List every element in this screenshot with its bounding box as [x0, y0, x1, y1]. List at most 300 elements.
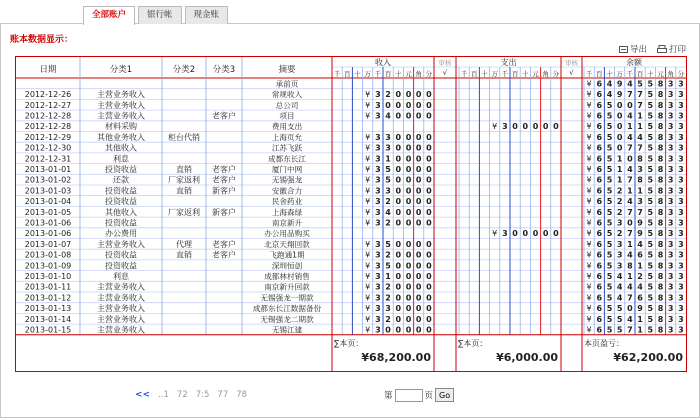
amount-digit: 3	[375, 314, 381, 324]
amount-digit: 5	[647, 111, 654, 121]
amount-digit: 3	[375, 250, 381, 260]
amount-digit: 0	[512, 122, 518, 132]
amount-digit: 2	[385, 250, 391, 260]
amount-digit: 0	[415, 250, 422, 260]
amount-digit: 7	[627, 229, 633, 239]
amount-digit: 0	[415, 186, 422, 196]
amount-digit: 8	[657, 111, 664, 121]
amount-digit: 8	[657, 250, 664, 260]
amount-digit: ¥	[586, 304, 592, 314]
row-date: 2012-12-29	[24, 132, 72, 142]
amount-digit: 0	[426, 207, 432, 217]
amount-digit: 8	[657, 207, 664, 217]
amount-digit: ¥	[586, 79, 592, 89]
digit-header: 十	[647, 70, 654, 78]
amount-digit: ¥	[586, 272, 592, 281]
amount-digit: ¥	[586, 165, 592, 174]
page-jump	[384, 388, 454, 402]
amount-digit: 5	[606, 218, 613, 228]
header-audit: 审核	[438, 59, 452, 67]
toolbar	[619, 43, 686, 55]
amount-digit: 4	[627, 79, 633, 89]
amount-digit: 2	[616, 197, 623, 207]
digit-header: 百	[384, 70, 392, 78]
amount-digit: 0	[395, 111, 402, 121]
amount-digit: 3	[502, 229, 508, 239]
amount-digit: ¥	[365, 239, 371, 249]
row-summary: 江苏飞跃	[271, 143, 303, 153]
amount-digit: 0	[395, 293, 402, 303]
row-summary: 成都林村销售	[264, 272, 310, 281]
row-cat3: 老客户	[212, 250, 236, 260]
amount-digit: 7	[627, 90, 633, 100]
amount-digit: 6	[596, 314, 603, 324]
row-date: 2013-01-13	[24, 304, 72, 314]
amount-digit: 5	[616, 325, 623, 335]
amount-digit: 1	[627, 186, 633, 196]
amount-digit: 9	[637, 304, 643, 314]
amount-digit: 4	[606, 79, 613, 89]
amount-digit: 3	[375, 186, 381, 196]
amount-digit: 3	[678, 132, 684, 142]
amount-digit: 0	[405, 111, 412, 121]
amount-digit: ¥	[586, 207, 592, 217]
digit-header: 百	[636, 70, 644, 78]
amount-digit: 5	[647, 186, 654, 196]
amount-digit: 3	[667, 272, 674, 281]
amount-digit: 0	[405, 261, 412, 271]
amount-digit: 1	[637, 314, 643, 324]
print-button[interactable]	[657, 43, 686, 55]
amount-digit: 8	[657, 293, 664, 303]
amount-digit: 4	[627, 197, 633, 207]
digit-header: 千	[501, 70, 509, 78]
amount-digit: 3	[667, 229, 674, 239]
amount-digit: 0	[395, 197, 402, 207]
row-cat1: 投资收益	[105, 218, 137, 228]
row-summary: 上海森绿	[271, 207, 303, 217]
page-jump-suffix: 页	[424, 391, 434, 401]
digit-header: 千	[333, 70, 341, 78]
amount-digit: 5	[647, 132, 654, 142]
amount-digit: 3	[667, 122, 674, 132]
amount-digit: 3	[678, 143, 684, 153]
row-cat2: 直销	[176, 186, 192, 196]
amount-digit: 0	[426, 239, 432, 249]
amount-digit: 0	[395, 282, 402, 292]
amount-digit: 0	[426, 325, 432, 335]
amount-digit: 0	[395, 143, 402, 153]
amount-digit: 0	[395, 218, 402, 228]
print-label: 打印	[668, 45, 686, 55]
page-link[interactable]: 72	[176, 390, 188, 400]
amount-digit: 6	[596, 79, 603, 89]
amount-digit: 8	[657, 282, 664, 292]
header-date: 日期	[39, 65, 57, 75]
amount-digit: 0	[522, 122, 529, 132]
amount-digit: 0	[415, 90, 422, 100]
amount-digit: 0	[426, 272, 432, 281]
amount-digit: 0	[616, 143, 623, 153]
amount-digit: 3	[667, 165, 674, 174]
amount-digit: 8	[657, 132, 664, 142]
row-summary: 飞跑通1期	[269, 250, 305, 260]
amount-digit: 8	[657, 90, 664, 100]
amount-digit: 0	[415, 175, 422, 185]
amount-digit: 2	[385, 218, 391, 228]
digit-header: 万	[616, 70, 623, 78]
export-button[interactable]	[619, 43, 647, 55]
amount-digit: 1	[616, 165, 623, 174]
amount-digit: 5	[647, 100, 654, 110]
amount-digit: 0	[395, 207, 402, 217]
amount-digit: 0	[512, 229, 518, 239]
amount-digit: 5	[606, 325, 613, 335]
amount-digit: 3	[678, 250, 684, 260]
page-link[interactable]: 77	[217, 390, 229, 400]
amount-digit: 0	[542, 229, 549, 239]
footer-expense-label: ∑本页：	[458, 338, 488, 348]
row-cat1: 主营业务收入	[97, 90, 145, 100]
amount-digit: 0	[405, 304, 412, 314]
amount-digit: 4	[627, 314, 633, 324]
amount-digit: 6	[637, 293, 643, 303]
amount-digit: 0	[415, 272, 422, 281]
amount-digit: ¥	[365, 143, 371, 153]
amount-digit: ¥	[365, 261, 371, 271]
amount-digit: 5	[647, 197, 654, 207]
amount-digit: 0	[405, 90, 412, 100]
amount-digit: 0	[415, 261, 422, 271]
amount-digit: 1	[637, 111, 643, 121]
row-summary: 无锡强龙一期款	[260, 293, 314, 303]
amount-digit: 9	[616, 79, 623, 89]
amount-digit: ¥	[586, 132, 592, 142]
row-date: 2013-01-11	[24, 282, 72, 292]
amount-digit: 8	[627, 261, 633, 271]
amount-digit: 3	[375, 132, 381, 142]
row-date: 2013-01-09	[24, 261, 72, 271]
row-summary: 成都东长江数据备份	[252, 304, 322, 314]
amount-digit: 5	[647, 239, 654, 249]
amount-digit: 2	[385, 197, 391, 207]
amount-digit: 4	[616, 282, 623, 292]
amount-digit: ¥	[492, 122, 498, 132]
row-summary: 无锡江建	[271, 325, 303, 335]
row-date: 2013-01-06	[24, 218, 72, 228]
ledger-table	[15, 56, 687, 372]
amount-digit: 5	[647, 218, 654, 228]
page-link[interactable]: ..1	[158, 390, 169, 400]
amount-digit: 3	[678, 79, 684, 89]
amount-digit: 6	[596, 207, 603, 217]
amount-digit: ¥	[586, 261, 592, 271]
amount-digit: 6	[596, 143, 603, 153]
amount-digit: 5	[606, 293, 613, 303]
amount-digit: ¥	[586, 90, 592, 100]
row-date: 2013-01-05	[24, 207, 72, 217]
row-cat1: 主营业务收入	[97, 111, 145, 121]
amount-digit: 5	[647, 79, 654, 89]
row-summary: 无锡强龙	[271, 175, 303, 185]
row-summary: 南京新升	[271, 218, 303, 228]
row-summary: 厦门中网	[271, 165, 303, 174]
row-cat1: 主营业务收入	[97, 239, 145, 249]
amount-digit: 0	[415, 314, 422, 324]
row-cat1: 材料采购	[105, 122, 137, 132]
amount-digit: ¥	[586, 325, 592, 335]
header-cat3: 分类3	[212, 65, 236, 75]
header-summary: 摘要	[278, 65, 296, 75]
go-button[interactable]: Go	[435, 388, 454, 402]
row-summary: 承前页	[275, 79, 299, 89]
tab-cash-account[interactable]: 现金账	[185, 6, 229, 24]
amount-digit: 5	[647, 261, 654, 271]
amount-digit: ¥	[365, 325, 371, 335]
amount-digit: 3	[667, 100, 674, 110]
amount-digit: 5	[616, 304, 623, 314]
amount-digit: 0	[415, 293, 422, 303]
row-cat2: 厂家返利	[168, 175, 200, 185]
amount-digit: 3	[667, 314, 674, 324]
row-date: 2013-01-02	[24, 175, 72, 185]
row-cat2: 厂家返利	[168, 207, 200, 217]
amount-digit: ¥	[365, 90, 371, 100]
amount-digit: 3	[678, 325, 684, 335]
amount-digit: 0	[415, 304, 422, 314]
amount-digit: 3	[375, 207, 381, 217]
amount-digit: 8	[657, 261, 664, 271]
row-date: 2013-01-14	[24, 314, 72, 324]
amount-digit: 6	[596, 122, 603, 132]
amount-digit: ¥	[365, 218, 371, 228]
amount-digit: 5	[606, 207, 613, 217]
amount-digit: ¥	[586, 186, 592, 196]
amount-digit: ¥	[492, 229, 498, 239]
amount-digit: 0	[415, 100, 422, 110]
amount-digit: 3	[678, 111, 684, 121]
amount-digit: 0	[395, 100, 402, 110]
amount-digit: 6	[596, 197, 603, 207]
amount-digit: 0	[426, 218, 432, 228]
amount-digit: 1	[637, 325, 643, 335]
amount-digit: 0	[616, 132, 623, 142]
amount-digit: 0	[405, 175, 412, 185]
amount-digit: 5	[647, 293, 654, 303]
amount-digit: 5	[637, 79, 643, 89]
amount-digit: 8	[657, 122, 664, 132]
amount-digit: 6	[596, 90, 603, 100]
amount-digit: 1	[637, 261, 643, 271]
amount-digit: 0	[426, 90, 432, 100]
amount-digit: 0	[415, 207, 422, 217]
amount-digit: 3	[375, 175, 381, 185]
amount-digit: 4	[385, 207, 391, 217]
digit-header: 十	[395, 70, 402, 78]
amount-digit: 5	[647, 143, 654, 153]
amount-digit: 1	[627, 239, 633, 249]
amount-digit: ¥	[586, 143, 592, 153]
amount-digit: 5	[385, 175, 391, 185]
row-summary: 成都东长江	[268, 154, 306, 164]
amount-digit: 8	[657, 175, 664, 185]
amount-digit: 0	[426, 154, 432, 164]
digit-header: 元	[657, 70, 664, 78]
amount-digit: 0	[522, 229, 529, 239]
row-cat1: 主营业务收入	[97, 100, 145, 110]
row-cat1: 利息	[113, 154, 129, 164]
amount-digit: 5	[606, 154, 613, 164]
row-date: 2013-01-08	[24, 250, 72, 260]
digit-header: 万	[364, 70, 371, 78]
amount-digit: 1	[385, 154, 391, 164]
amount-digit: 0	[426, 304, 432, 314]
amount-digit: 0	[405, 325, 412, 335]
amount-digit: 9	[616, 90, 623, 100]
amount-digit: 3	[375, 218, 381, 228]
row-date: 2013-01-15	[24, 325, 72, 335]
amount-digit: 2	[637, 272, 643, 281]
amount-digit: 3	[375, 282, 381, 292]
digit-header: 十	[354, 70, 361, 78]
amount-digit: 8	[657, 143, 664, 153]
amount-digit: 3	[678, 165, 684, 174]
amount-digit: 2	[616, 186, 623, 196]
amount-digit: 0	[405, 165, 412, 174]
amount-digit: 8	[657, 165, 664, 174]
amount-digit: 3	[667, 293, 674, 303]
amount-digit: 5	[647, 314, 654, 324]
amount-digit: 3	[678, 239, 684, 249]
amount-digit: 4	[637, 282, 643, 292]
amount-digit: 0	[415, 218, 422, 228]
amount-digit: ¥	[586, 197, 592, 207]
amount-digit: 0	[415, 239, 422, 249]
row-cat3: 新客户	[212, 207, 236, 217]
amount-digit: 8	[657, 79, 664, 89]
amount-digit: 0	[395, 261, 402, 271]
amount-digit: 6	[596, 154, 603, 164]
page-link[interactable]: 78	[236, 390, 248, 400]
amount-digit: 0	[627, 154, 633, 164]
amount-digit: 7	[637, 143, 643, 153]
row-summary: 办公用品购买	[264, 229, 310, 239]
amount-digit: 5	[647, 207, 654, 217]
amount-digit: 5	[606, 111, 613, 121]
digit-header: 千	[460, 70, 468, 78]
amount-digit: 9	[637, 218, 643, 228]
amount-digit: 3	[667, 143, 674, 153]
export-icon	[619, 45, 628, 54]
amount-digit: 3	[385, 132, 391, 142]
page-link[interactable]: 7:5	[195, 390, 210, 400]
amount-digit: 5	[647, 250, 654, 260]
row-cat1: 投资收益	[105, 261, 137, 271]
tab-all-accounts[interactable]: 全部账户	[83, 6, 135, 25]
amount-digit: 0	[426, 197, 432, 207]
amount-digit: 0	[405, 239, 412, 249]
amount-digit: ¥	[365, 186, 371, 196]
amount-digit: 7	[627, 293, 633, 303]
amount-digit: 3	[678, 272, 684, 281]
amount-digit: 0	[395, 165, 402, 174]
amount-digit: 2	[385, 314, 391, 324]
amount-digit: 3	[667, 325, 674, 335]
amount-digit: 8	[637, 154, 643, 164]
amount-digit: 1	[637, 186, 643, 196]
amount-digit: 3	[678, 122, 684, 132]
amount-digit: 0	[426, 175, 432, 185]
amount-digit: 3	[667, 207, 674, 217]
amount-digit: 5	[606, 239, 613, 249]
section-title: 账本数据显示：	[10, 35, 74, 45]
amount-digit: 8	[657, 100, 664, 110]
row-date: 2013-01-03	[24, 186, 72, 196]
row-cat1: 其他收入	[105, 207, 137, 217]
amount-digit: 0	[426, 282, 432, 292]
amount-digit: 5	[647, 122, 654, 132]
amount-digit: 1	[637, 122, 643, 132]
amount-digit: 0	[426, 293, 432, 303]
amount-digit: 6	[596, 111, 603, 121]
amount-digit: 3	[385, 304, 391, 314]
row-summary: 南京新升回款	[264, 282, 310, 292]
amount-digit: 3	[375, 100, 381, 110]
amount-digit: 5	[606, 197, 613, 207]
footer-balance-label: 本页盈亏：	[584, 338, 624, 348]
amount-digit: 3	[667, 175, 674, 185]
amount-digit: 5	[606, 186, 613, 196]
first-page-link[interactable]: <<	[135, 390, 151, 400]
amount-digit: 3	[375, 293, 381, 303]
row-cat2: 代理	[176, 239, 192, 249]
amount-digit: 8	[657, 186, 664, 196]
amount-digit: 3	[375, 304, 381, 314]
row-date: 2012-12-28	[24, 122, 72, 132]
amount-digit: 0	[395, 239, 402, 249]
footer-income-label: ∑本页：	[334, 338, 364, 348]
amount-digit: 5	[647, 165, 654, 174]
amount-digit: 0	[395, 325, 402, 335]
amount-digit: 0	[553, 122, 559, 132]
amount-digit: 0	[553, 229, 559, 239]
amount-digit: 0	[405, 207, 412, 217]
row-cat3: 新客户	[212, 186, 236, 196]
tab-bank-account[interactable]: 银行帐	[138, 6, 182, 24]
amount-digit: 0	[627, 218, 633, 228]
amount-digit: 0	[415, 154, 422, 164]
amount-digit: 2	[616, 207, 623, 217]
digit-header: 十	[522, 70, 529, 78]
amount-digit: 5	[606, 229, 613, 239]
amount-digit: 3	[678, 304, 684, 314]
amount-digit: ¥	[586, 122, 592, 132]
amount-digit: 6	[596, 250, 603, 260]
amount-digit: 0	[532, 122, 539, 132]
row-cat2: 直销	[176, 165, 192, 174]
amount-digit: 3	[375, 154, 381, 164]
amount-digit: 0	[426, 132, 432, 142]
amount-digit: 0	[405, 154, 412, 164]
header-audit-mark: √	[569, 69, 574, 77]
amount-digit: ¥	[365, 154, 371, 164]
amount-digit: ¥	[586, 100, 592, 110]
amount-digit: 0	[616, 100, 623, 110]
amount-digit: 5	[647, 282, 654, 292]
footer-income-total: ¥68,200.00	[361, 350, 431, 364]
page-number-input[interactable]	[395, 389, 423, 402]
amount-digit: 0	[627, 100, 633, 110]
